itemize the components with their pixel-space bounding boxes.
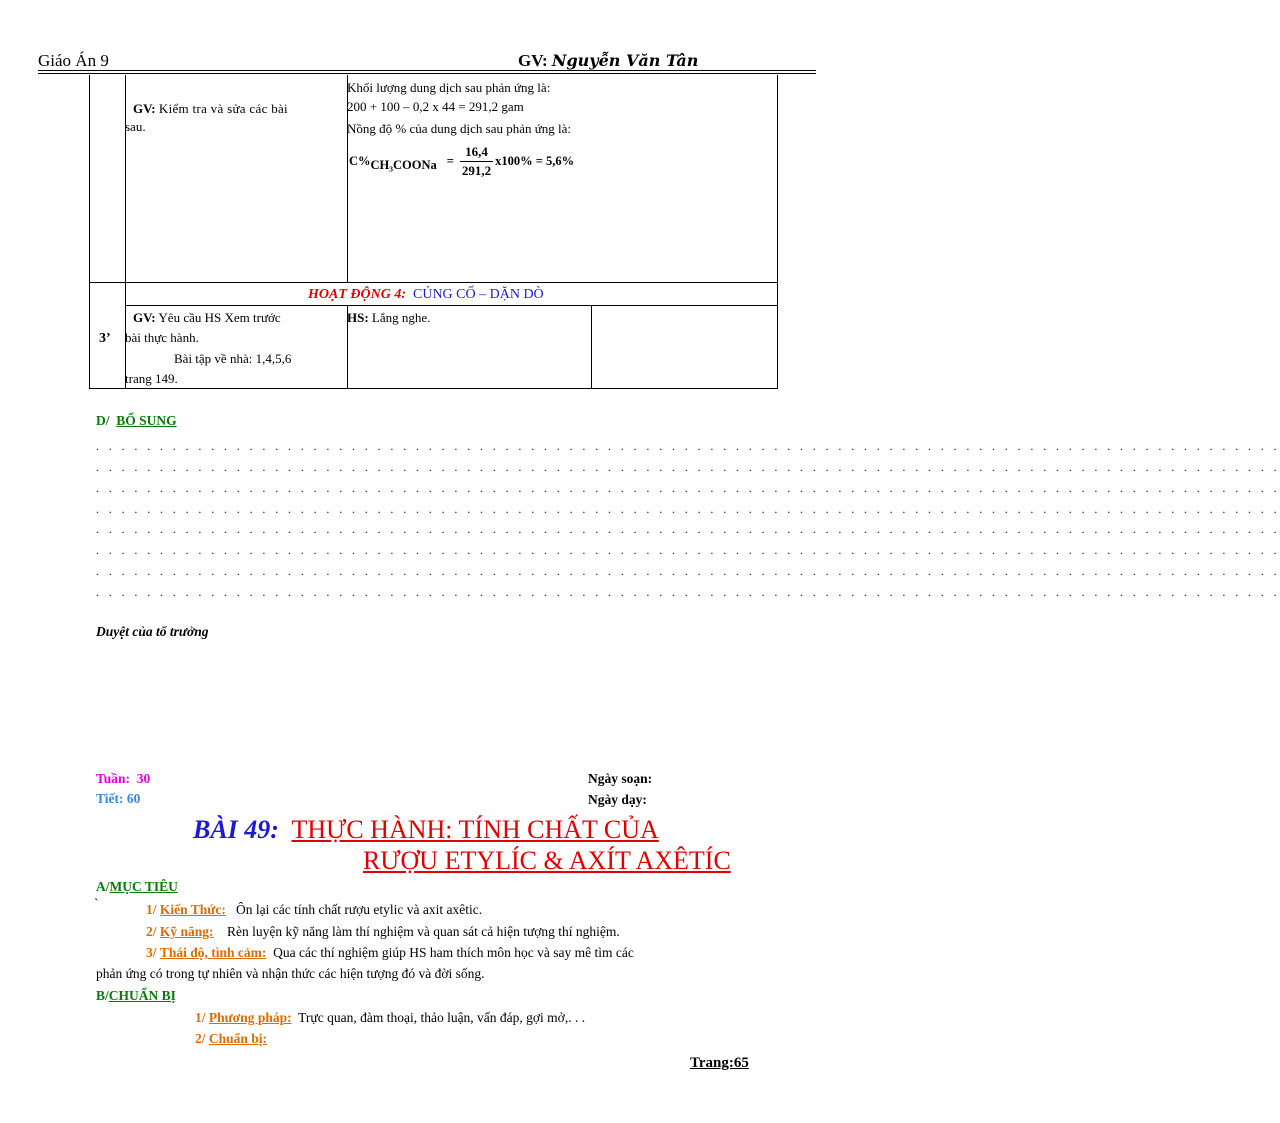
period-info: Tiết: 60 <box>96 791 141 806</box>
objective-knowledge: 1/ Kiến Thức: Ôn lại các tính chất rượu etylic và axit axêtic. <box>146 902 483 917</box>
homework-page: trang 149. <box>125 371 178 386</box>
hs-line-2: 200 + 100 – 0,2 x 44 = 291,2 gam <box>347 99 524 114</box>
preparation-heading: B/CHUẨN BỊ <box>96 988 176 1003</box>
objectives-heading: A/MỤC TIÊU <box>96 879 178 894</box>
gv-instruction-row2: GV: Yêu cầu HS Xem trước <box>133 310 281 325</box>
prep-date: Ngày soạn: <box>588 771 653 786</box>
supplement-heading: D/ BỔ SUNG <box>96 413 177 428</box>
header-rule-bottom <box>38 73 816 74</box>
objective-attitude-cont: phản ứng có trong tự nhiên và nhận thức các hiện tượng đó và đời sống. <box>96 966 485 981</box>
header-rule-top <box>38 70 816 71</box>
gv-instruction-row1-cont: sau. <box>125 119 146 134</box>
page-number: Trang:65 <box>690 1055 749 1071</box>
hs-line-3: Nồng độ % của dung dịch sau phản ứng là: <box>347 121 572 136</box>
gv-instruction-row1: GV: Kiểm tra và sửa các bài <box>133 101 288 116</box>
header-teacher: GV: Nguyễn Văn Tân <box>518 51 699 70</box>
activity-heading: HOẠT ĐỘNG 4: CỦNG CỐ – DẶN DÒ <box>308 287 544 302</box>
prep-method: 1/ Phương pháp: Trực quan, đàm thoại, thảo luận, vấn đáp, gợi mở,. . . <box>195 1010 586 1025</box>
hs-response-row2: HS: Lắng nghe. <box>347 310 431 325</box>
concentration-formula: C% CH₃COONa = $\frac{16,4}{291,2}$ x100% = 5,6% <box>349 143 575 178</box>
header-subject: Giáo Án 9 <box>38 51 109 70</box>
objective-attitude: 3/ Thái độ, tình cảm: Qua các thí nghiệm giúp HS ham thích môn học và say mê tìm các <box>146 945 634 960</box>
hs-line-1: Khối lượng dung dịch sau phản ứng là: <box>347 80 551 95</box>
lesson-title-line2: RƯỢU ETYLÍC & AXÍT AXÊTÍC <box>363 846 731 875</box>
teach-date: Ngày dạy: <box>588 792 647 807</box>
prep-materials: 2/ Chuẩn bị: <box>195 1031 268 1046</box>
approval-label: Duyệt của tổ trưởng <box>96 624 209 639</box>
lesson-title-line1: BÀI 49: THỰC HÀNH: TÍNH CHẤT CỦA <box>193 815 659 844</box>
objective-skills: 2/ Kỹ năng: Rèn luyện kỹ năng làm thí nghiệm và quan sát cả hiện tượng thí nghiệm. <box>146 924 620 939</box>
week-info: Tuần: 30 <box>96 771 151 786</box>
gv-instruction-row2-cont: bài thực hành. <box>125 330 199 345</box>
stray-mark: ` <box>94 896 99 911</box>
time-allotted: 3’ <box>99 331 111 346</box>
homework-line: Bài tập về nhà: 1,4,5,6 <box>174 351 292 366</box>
